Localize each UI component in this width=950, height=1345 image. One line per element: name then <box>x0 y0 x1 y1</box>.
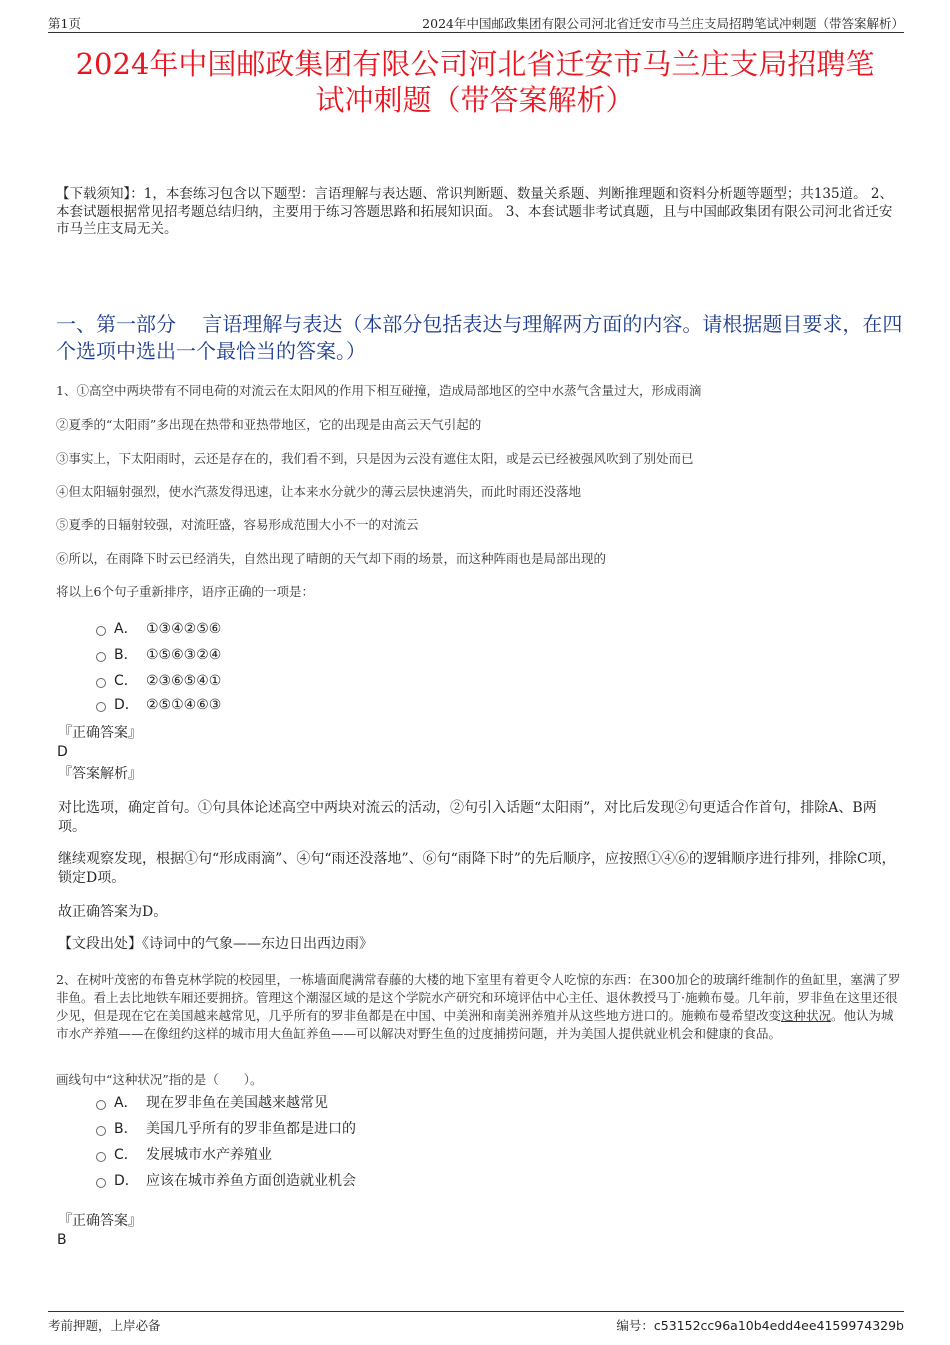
page-number: 第1页 <box>48 16 81 31</box>
q1-analysis-paragraph: 继续观察发现，根据①句“形成雨滴”、④句“雨还没落地”、⑥句“雨降下时”的先后顺序，应按照①④⑥的逻辑顺序进行排列，排除C项，锁定D项。 <box>58 851 896 886</box>
q1-option-a[interactable]: A． ①③④②⑤⑥ <box>96 619 221 639</box>
radio-icon[interactable] <box>96 1126 106 1136</box>
q2-answer: B <box>57 1232 67 1248</box>
radio-icon[interactable] <box>96 702 106 712</box>
q1-stem-line: ⑥所以，在雨降下时云已经消失，自然出现了晴朗的天气却下雨的场景，而这种阵雨也是局部出现的 <box>56 551 607 566</box>
page-footer <box>48 1311 904 1336</box>
q1-stem-line: ②夏季的“太阳雨”多出现在热带和亚热带地区，它的出现是由高云天气引起的 <box>56 417 482 432</box>
q1-source: 【文段出处】《诗词中的气象——东边日出西边雨》 <box>58 936 373 952</box>
download-notice: 【下载须知】：1，本套练习包含以下题型：言语理解与表达题、常识判断题、数量关系题、判断推理题和资料分析题等题型；共135道。 2、本套试题根据常见招考题总结归纳，主要用于练习答题思路和拓展知识面。 3、本套试题非考试真题，且与中国邮政集团有限公司河北省迁安市马兰庄支局无关。 <box>56 186 893 237</box>
radio-icon[interactable] <box>96 652 106 662</box>
q1-stem-line: ⑤夏季的日辐射较强，对流旺盛，容易形成范围大小不一的对流云 <box>56 517 419 532</box>
q2-answer-label: 『正确答案』 <box>58 1213 142 1229</box>
q1-option-b[interactable]: B． ①⑤⑥③②④ <box>96 645 221 665</box>
q2-option-d[interactable]: D． 应该在城市养鱼方面创造就业机会 <box>96 1171 356 1191</box>
header-doc-title: 2024年中国邮政集团有限公司河北省迁安市马兰庄支局招聘笔试冲刺题（带答案解析） <box>422 16 904 31</box>
radio-icon[interactable] <box>96 678 106 688</box>
radio-icon[interactable] <box>96 1152 106 1162</box>
footer-code: 编号：c53152cc96a10b4edd4ee4159974329b <box>616 1318 904 1333</box>
q2-underlined-phrase: 这种状况 <box>781 1008 832 1023</box>
q1-stem-line: 1、①高空中两块带有不同电荷的对流云在太阳风的作用下相互碰撞，造成局部地区的空中水蒸气含量过大，形成雨滴 <box>56 383 702 398</box>
q1-answer-label: 『正确答案』 <box>58 725 142 741</box>
q1-analysis-paragraph: 对比选项，确定首句。①句具体论述高空中两块对流云的活动，②句引入话题“太阳雨”，对比后发现②句更适合作首句，排除A、B两项。 <box>58 800 877 835</box>
q2-option-c[interactable]: C． 发展城市水产养殖业 <box>96 1145 272 1165</box>
q1-prompt: 将以上6个句子重新排序，语序正确的一项是： <box>56 584 314 599</box>
q1-stem-line: ④但太阳辐射强烈，使水汽蒸发得迅速，让本来水分就少的薄云层快速消失，而此时雨还没落地 <box>56 484 582 499</box>
footer-slogan: 考前押题，上岸必备 <box>48 1318 161 1333</box>
q1-stem-line: ③事实上，下太阳雨时，云还是存在的，我们看不到，只是因为云没有遮住太阳，或是云已经被强风吹到了别处而已 <box>56 451 694 466</box>
page-header <box>48 14 904 33</box>
q1-answer: D <box>57 744 68 760</box>
q1-analysis-paragraph: 故正确答案为D。 <box>58 904 168 920</box>
q2-stem: 2、在树叶茂密的布鲁克林学院的校园里，一栋墙面爬满常春藤的大楼的地下室里有着更令人吃惊的东西：在300加仑的玻璃纤维制作的鱼缸里，塞满了罗非鱼。看上去比地铁车厢还要拥挤。管理这个潮湿区域的是这个学院水产研究和环境评估中心主任、退休教授马丁·施赖布曼。几年前，罗非鱼在这里还很少见，但是现在它在美国越来越常见，几乎所有的罗非鱼都是在中国、中美洲和南美洲养殖并从这些地方进口的。施赖布曼希望改变这种状况。他认为城市水产养殖——在像纽约这样的城市用大鱼缸养鱼——可以解决对野生鱼的过度捕捞问题，并为美国人提供就业机会和健康的食品。 <box>56 972 901 1041</box>
title-line-2: 试冲刺题（带答案解析） <box>315 83 635 117</box>
q1-option-c[interactable]: C． ②③⑥⑤④① <box>96 671 221 691</box>
q1-analysis-label: 『答案解析』 <box>58 766 142 782</box>
q1-option-d[interactable]: D． ②⑤①④⑥③ <box>96 695 221 715</box>
q2-option-a[interactable]: A． 现在罗非鱼在美国越来越常见 <box>96 1093 328 1113</box>
title-line-1: 2024年中国邮政集团有限公司河北省迁安市马兰庄支局招聘笔 <box>75 47 875 81</box>
q2-option-b[interactable]: B． 美国几乎所有的罗非鱼都是进口的 <box>96 1119 356 1139</box>
q2-question: 画线句中“这种状况”指的是（ ）。 <box>56 1072 263 1087</box>
radio-icon[interactable] <box>96 1178 106 1188</box>
radio-icon[interactable] <box>96 626 106 636</box>
radio-icon[interactable] <box>96 1100 106 1110</box>
section-heading: 一、第一部分 言语理解与表达（本部分包括表达与理解两方面的内容。请根据题目要求，在四个选项中选出一个最恰当的答案。） <box>56 312 903 363</box>
document-title <box>40 46 910 118</box>
